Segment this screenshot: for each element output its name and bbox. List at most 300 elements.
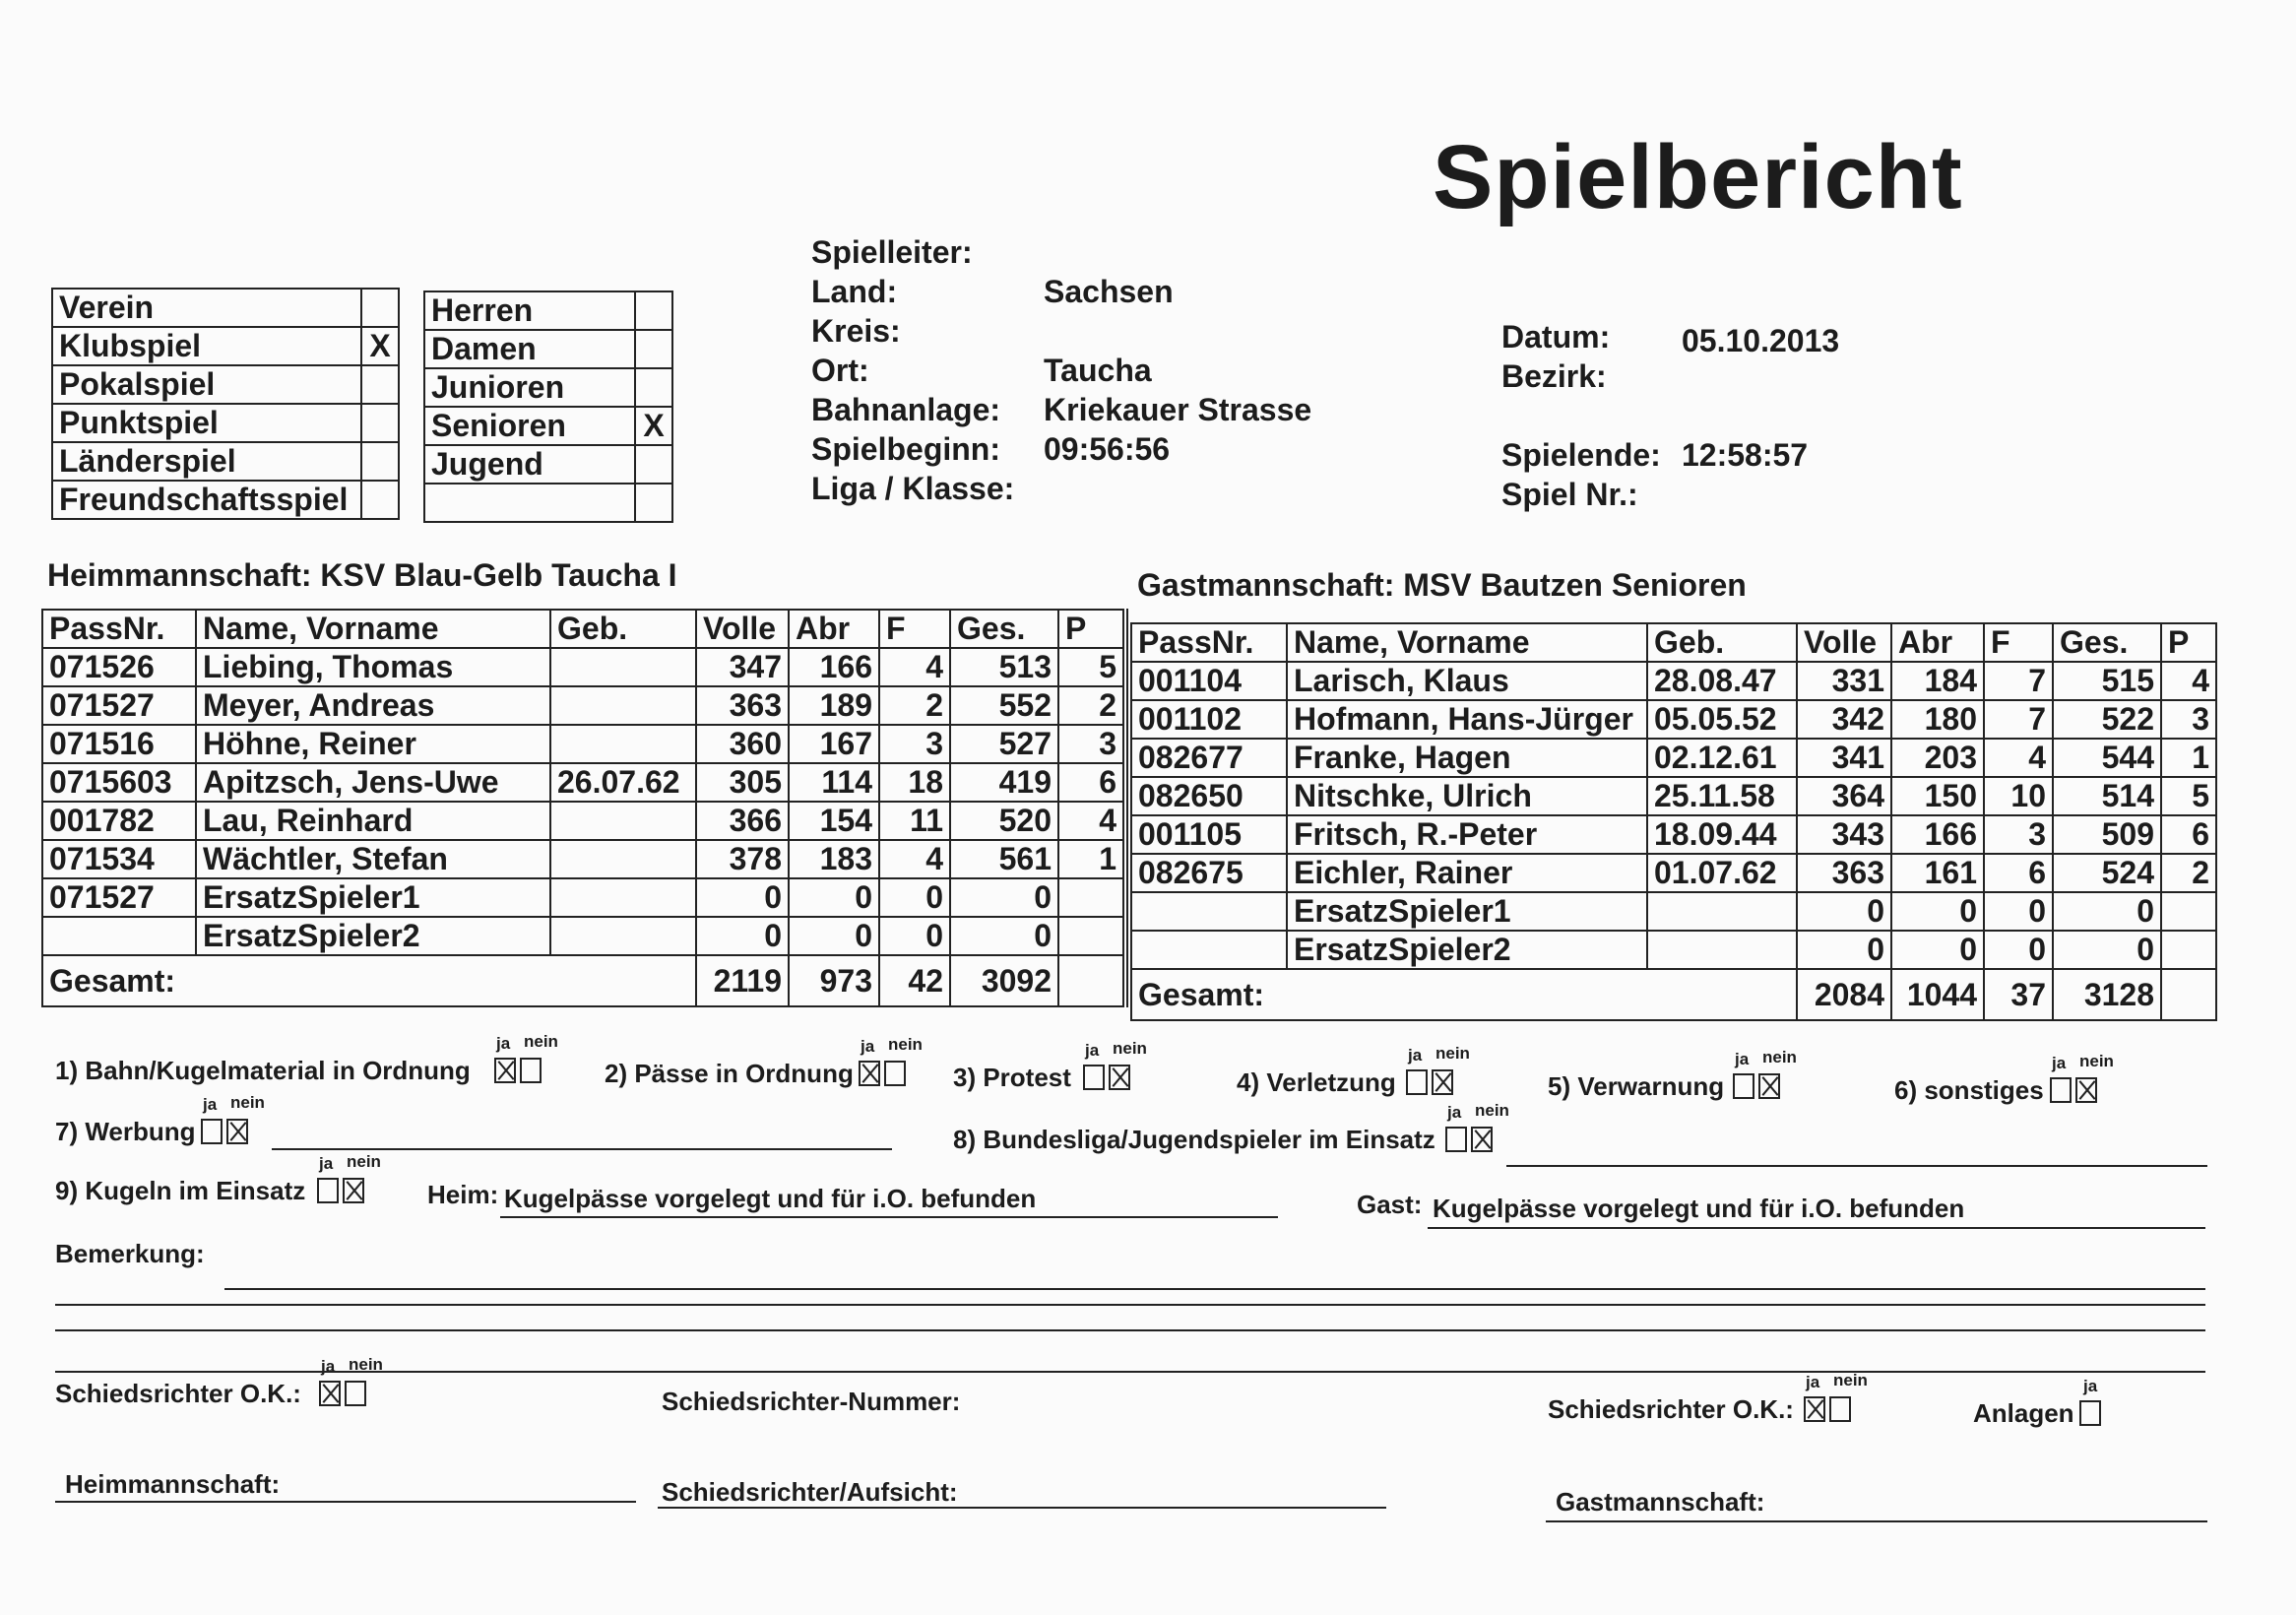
- table-cell: 347: [696, 648, 789, 686]
- game-type-label: Pokalspiel: [52, 365, 361, 404]
- table-cell: Lau, Reinhard: [196, 802, 550, 840]
- column-header: P: [1058, 610, 1125, 648]
- table-row: [42, 725, 1125, 763]
- total-cell: 2084: [1797, 969, 1891, 1020]
- q4-nein-checkbox[interactable]: [1432, 1069, 1453, 1095]
- table-cell: 166: [1891, 815, 1984, 854]
- table-cell: ErsatzSpieler1: [1287, 892, 1647, 931]
- game-type-row: [52, 327, 399, 365]
- category-row: [424, 291, 672, 330]
- spielbeginn-value: 09:56:56: [1044, 431, 1171, 467]
- q5-nein-checkbox[interactable]: [1758, 1073, 1780, 1099]
- q3-ja-label: ja: [1085, 1041, 1100, 1060]
- table-cell: 363: [1797, 854, 1891, 892]
- table-cell: 4: [1984, 739, 2053, 777]
- liga-label: Liga / Klasse:: [811, 471, 1015, 506]
- category-label: [424, 484, 635, 522]
- home-team-table: [41, 609, 1128, 1007]
- table-cell: 514: [2053, 777, 2161, 815]
- table-cell: 343: [1797, 815, 1891, 854]
- q5-nein-label: nein: [1762, 1048, 1797, 1066]
- table-header: [1131, 623, 2216, 662]
- game-type-row: [52, 404, 399, 442]
- total-row: [1131, 969, 2216, 1020]
- home-team-name: KSV Blau-Gelb Taucha I: [320, 557, 677, 593]
- guest-team-heading: Gastmannschaft: MSV Bautzen Senioren: [1137, 567, 1747, 603]
- table-cell: [550, 686, 696, 725]
- table-cell: 552: [950, 686, 1058, 725]
- q5-ja-checkbox[interactable]: [1733, 1073, 1754, 1099]
- bahnanlage-value: Kriekauer Strasse: [1044, 392, 1312, 427]
- table-cell: 561: [950, 840, 1058, 878]
- game-type-check[interactable]: [361, 289, 399, 327]
- sr-ok-home-ja-label: ja: [321, 1357, 336, 1376]
- kreis-label: Kreis:: [811, 313, 901, 349]
- column-header: Name, Vorname: [1287, 623, 1647, 662]
- q2-nein-label: nein: [888, 1035, 923, 1054]
- table-cell: 0: [2053, 931, 2161, 969]
- column-header: P: [2161, 623, 2216, 662]
- column-header: Ges.: [2053, 623, 2161, 662]
- total-label: Gesamt:: [42, 955, 696, 1006]
- table-cell: 513: [950, 648, 1058, 686]
- table-row: [1131, 662, 2216, 700]
- game-type-row: [52, 365, 399, 404]
- q6-nein-label: nein: [2079, 1052, 2114, 1070]
- table-cell: [1647, 892, 1797, 931]
- table-cell: 524: [2053, 854, 2161, 892]
- game-type-check[interactable]: [361, 404, 399, 442]
- table-cell: 150: [1891, 777, 1984, 815]
- table-cell: 001104: [1131, 662, 1287, 700]
- table-cell: 527: [950, 725, 1058, 763]
- column-header: Geb.: [550, 610, 696, 648]
- anlagen-label: Anlagen: [1973, 1398, 2074, 1428]
- table-cell: 5: [2161, 777, 2216, 815]
- table-cell: 0: [789, 878, 879, 917]
- q7-label: 7) Werbung: [55, 1117, 196, 1146]
- table-cell: 25.11.58: [1647, 777, 1797, 815]
- table-cell: 02.12.61: [1647, 739, 1797, 777]
- table-cell: 001105: [1131, 815, 1287, 854]
- total-cell: 3128: [2053, 969, 2161, 1020]
- table-cell: 3: [1058, 725, 1125, 763]
- table-cell: 18: [879, 763, 950, 802]
- table-row: [1131, 700, 2216, 739]
- game-type-table: [51, 288, 400, 520]
- land-value: Sachsen: [1044, 274, 1174, 309]
- column-header: Abr: [789, 610, 879, 648]
- table-cell: 360: [696, 725, 789, 763]
- spielende-value: 12:58:57: [1682, 437, 1809, 473]
- q7-nein-label: nein: [230, 1093, 265, 1112]
- total-cell: [1058, 955, 1125, 1006]
- table-cell: 1: [1058, 840, 1125, 878]
- q2-ja-label: ja: [861, 1037, 875, 1056]
- table-cell: Apitzsch, Jens-Uwe: [196, 763, 550, 802]
- q7-ja-label: ja: [203, 1095, 218, 1114]
- table-cell: 522: [2053, 700, 2161, 739]
- table-row: [42, 802, 1125, 840]
- table-cell: [1131, 931, 1287, 969]
- table-cell: [2161, 892, 2216, 931]
- table-cell: 071527: [42, 686, 196, 725]
- table-cell: 167: [789, 725, 879, 763]
- sr-ok-home-nein-label: nein: [349, 1355, 383, 1374]
- table-cell: 05.05.52: [1647, 700, 1797, 739]
- q7-nein-checkbox[interactable]: [226, 1119, 248, 1144]
- table-cell: 331: [1797, 662, 1891, 700]
- table-cell: 6: [1058, 763, 1125, 802]
- table-cell: [550, 648, 696, 686]
- page-title: Spielbericht: [1433, 127, 1963, 227]
- q1-label: 1) Bahn/Kugelmaterial in Ordnung: [55, 1056, 471, 1085]
- spielbeginn-label: Spielbeginn:: [811, 431, 1000, 467]
- table-cell: Wächtler, Stefan: [196, 840, 550, 878]
- table-cell: [550, 725, 696, 763]
- table-cell: 0: [1797, 931, 1891, 969]
- table-cell: 071527: [42, 878, 196, 917]
- table-cell: 082677: [1131, 739, 1287, 777]
- q4-ja-checkbox[interactable]: [1406, 1069, 1428, 1095]
- signature-referee: Schiedsrichter/Aufsicht:: [662, 1477, 958, 1507]
- table-cell: 2: [1058, 686, 1125, 725]
- category-label: Damen: [424, 330, 635, 368]
- table-cell: 3: [1984, 815, 2053, 854]
- table-cell: 0: [950, 917, 1058, 955]
- table-cell: ErsatzSpieler1: [196, 878, 550, 917]
- table-cell: 0: [1984, 892, 2053, 931]
- total-row: [42, 955, 1125, 1006]
- column-header: Ges.: [950, 610, 1058, 648]
- table-row: [42, 917, 1125, 955]
- table-cell: Liebing, Thomas: [196, 648, 550, 686]
- ort-label: Ort:: [811, 353, 869, 388]
- q3-label: 3) Protest: [953, 1063, 1071, 1092]
- q8-nein-checkbox[interactable]: [1471, 1127, 1493, 1152]
- datum-value: 05.10.2013: [1682, 323, 1840, 358]
- q8-ja-checkbox[interactable]: [1445, 1127, 1467, 1152]
- anlagen-ja-label: ja: [2083, 1377, 2098, 1395]
- category-check[interactable]: [635, 445, 672, 484]
- category-check[interactable]: [635, 291, 672, 330]
- table-row: [42, 648, 1125, 686]
- table-cell: [550, 840, 696, 878]
- table-cell: 183: [789, 840, 879, 878]
- anlagen-ja-checkbox[interactable]: [2079, 1400, 2101, 1426]
- sr-ok-home-label: Schiedsrichter O.K.:: [55, 1379, 301, 1408]
- table-cell: 0: [2053, 892, 2161, 931]
- table-row: [1131, 739, 2216, 777]
- q6-ja-label: ja: [2052, 1054, 2067, 1072]
- category-label: Herren: [424, 291, 635, 330]
- spielende-label: Spielende:: [1501, 437, 1661, 473]
- table-header: [42, 610, 1125, 648]
- category-row: [424, 407, 672, 445]
- table-cell: [550, 802, 696, 840]
- table-row: [42, 840, 1125, 878]
- q5-ja-label: ja: [1735, 1050, 1750, 1068]
- q3-ja-checkbox[interactable]: [1083, 1065, 1105, 1090]
- table-cell: 363: [696, 686, 789, 725]
- table-cell: 0715603: [42, 763, 196, 802]
- q9-nein-label: nein: [347, 1152, 381, 1171]
- gast-text: Kugelpässe vorgelegt und für i.O. befunden: [1433, 1194, 1965, 1223]
- guest-team-name: MSV Bautzen Senioren: [1403, 567, 1747, 603]
- total-cell: 3092: [950, 955, 1058, 1006]
- table-cell: 520: [950, 802, 1058, 840]
- q6-label: 6) sonstiges: [1894, 1075, 2044, 1105]
- table-cell: 166: [789, 648, 879, 686]
- table-cell: 364: [1797, 777, 1891, 815]
- category-row: [424, 445, 672, 484]
- category-label: Junioren: [424, 368, 635, 407]
- land-label: Land:: [811, 274, 898, 309]
- category-row: [424, 484, 672, 522]
- q8-ja-label: ja: [1447, 1103, 1462, 1122]
- table-cell: 10: [1984, 777, 2053, 815]
- total-cell: 42: [879, 955, 950, 1006]
- table-cell: 419: [950, 763, 1058, 802]
- q3-nein-checkbox[interactable]: [1109, 1065, 1130, 1090]
- table-cell: [1131, 892, 1287, 931]
- table-cell: [550, 917, 696, 955]
- q9-ja-checkbox[interactable]: [317, 1178, 339, 1203]
- table-cell: Franke, Hagen: [1287, 739, 1647, 777]
- table-cell: 0: [1891, 931, 1984, 969]
- table-row: [1131, 854, 2216, 892]
- q4-ja-label: ja: [1408, 1046, 1423, 1065]
- spielnr-label: Spiel Nr.:: [1501, 477, 1638, 512]
- sr-ok-guest-nein-checkbox[interactable]: [1829, 1396, 1851, 1422]
- table-cell: ErsatzSpieler2: [1287, 931, 1647, 969]
- table-cell: 154: [789, 802, 879, 840]
- q6-ja-checkbox[interactable]: [2050, 1077, 2072, 1103]
- game-type-label: Länderspiel: [52, 442, 361, 481]
- table-cell: 0: [1891, 892, 1984, 931]
- table-cell: 071526: [42, 648, 196, 686]
- q6-nein-checkbox[interactable]: [2075, 1077, 2097, 1103]
- spielleiter-label: Spielleiter:: [811, 234, 973, 270]
- table-cell: 2: [879, 686, 950, 725]
- ort-value: Taucha: [1044, 353, 1152, 388]
- game-type-label: Verein: [52, 289, 361, 327]
- table-cell: 082650: [1131, 777, 1287, 815]
- table-cell: Hofmann, Hans-Jürger: [1287, 700, 1647, 739]
- total-cell: [2161, 969, 2216, 1020]
- table-cell: 0: [1797, 892, 1891, 931]
- datum-label: Datum:: [1501, 319, 1611, 355]
- table-cell: 366: [696, 802, 789, 840]
- table-cell: [1647, 931, 1797, 969]
- game-type-check[interactable]: X: [361, 327, 399, 365]
- table-row: [1131, 931, 2216, 969]
- table-cell: [1058, 878, 1125, 917]
- table-cell: 0: [879, 917, 950, 955]
- table-row: [42, 686, 1125, 725]
- table-row: [1131, 777, 2216, 815]
- bahnanlage-label: Bahnanlage:: [811, 392, 1001, 427]
- game-type-label: Freundschaftsspiel: [52, 481, 361, 519]
- table-cell: 114: [789, 763, 879, 802]
- table-cell: 203: [1891, 739, 1984, 777]
- column-header: F: [879, 610, 950, 648]
- table-cell: 0: [1984, 931, 2053, 969]
- table-cell: 26.07.62: [550, 763, 696, 802]
- column-header: Abr: [1891, 623, 1984, 662]
- q5-label: 5) Verwarnung: [1548, 1071, 1725, 1101]
- table-cell: 071516: [42, 725, 196, 763]
- table-cell: 4: [1058, 802, 1125, 840]
- table-cell: 184: [1891, 662, 1984, 700]
- category-label: Jugend: [424, 445, 635, 484]
- table-cell: 0: [696, 878, 789, 917]
- table-cell: 515: [2053, 662, 2161, 700]
- q1-ja-checkbox[interactable]: [494, 1058, 516, 1083]
- table-row: [1131, 892, 2216, 931]
- category-check[interactable]: X: [635, 407, 672, 445]
- category-row: [424, 330, 672, 368]
- bemerkung-label: Bemerkung:: [55, 1239, 205, 1268]
- table-cell: 341: [1797, 739, 1891, 777]
- table-cell: Meyer, Andreas: [196, 686, 550, 725]
- table-cell: [42, 917, 196, 955]
- q9-ja-label: ja: [319, 1154, 334, 1173]
- column-header: PassNr.: [42, 610, 196, 648]
- table-cell: 3: [2161, 700, 2216, 739]
- category-check[interactable]: [635, 368, 672, 407]
- table-cell: 082675: [1131, 854, 1287, 892]
- sr-ok-guest-label: Schiedsrichter O.K.:: [1548, 1394, 1794, 1424]
- table-cell: 4: [879, 840, 950, 878]
- table-cell: 180: [1891, 700, 1984, 739]
- table-row: [42, 878, 1125, 917]
- sr-ok-guest-ja-label: ja: [1806, 1373, 1820, 1391]
- q2-ja-checkbox[interactable]: [859, 1061, 880, 1086]
- table-cell: 378: [696, 840, 789, 878]
- heim-label: Heim:: [427, 1180, 499, 1209]
- table-cell: 01.07.62: [1647, 854, 1797, 892]
- table-cell: 6: [2161, 815, 2216, 854]
- game-type-row: [52, 481, 399, 519]
- category-label: Senioren: [424, 407, 635, 445]
- q7-ja-checkbox[interactable]: [201, 1119, 223, 1144]
- table-cell: 0: [879, 878, 950, 917]
- game-type-row: [52, 442, 399, 481]
- table-cell: [550, 878, 696, 917]
- game-type-check[interactable]: [361, 481, 399, 519]
- table-row: [1131, 815, 2216, 854]
- table-cell: 0: [696, 917, 789, 955]
- q8-label: 8) Bundesliga/Jugendspieler im Einsatz: [953, 1125, 1435, 1154]
- total-label: Gesamt:: [1131, 969, 1797, 1020]
- column-header: Volle: [696, 610, 789, 648]
- table-cell: 001782: [42, 802, 196, 840]
- q2-nein-checkbox[interactable]: [884, 1061, 906, 1086]
- table-cell: 4: [2161, 662, 2216, 700]
- table-cell: 7: [1984, 700, 2053, 739]
- table-cell: 5: [1058, 648, 1125, 686]
- table-cell: 28.08.47: [1647, 662, 1797, 700]
- game-type-check[interactable]: [361, 365, 399, 404]
- table-cell: 071534: [42, 840, 196, 878]
- column-header: PassNr.: [1131, 623, 1287, 662]
- sr-nummer-label: Schiedsrichter-Nummer:: [662, 1387, 961, 1416]
- heim-text: Kugelpässe vorgelegt und für i.O. befunden: [504, 1184, 1037, 1213]
- q9-nein-checkbox[interactable]: [343, 1178, 364, 1203]
- sr-ok-home-ja-checkbox[interactable]: [319, 1381, 341, 1406]
- total-cell: 1044: [1891, 969, 1984, 1020]
- table-cell: [1058, 917, 1125, 955]
- q8-nein-label: nein: [1475, 1101, 1509, 1120]
- q1-ja-label: ja: [496, 1034, 511, 1053]
- table-cell: 544: [2053, 739, 2161, 777]
- table-cell: 6: [1984, 854, 2053, 892]
- game-type-check[interactable]: [361, 442, 399, 481]
- table-cell: 7: [1984, 662, 2053, 700]
- q4-nein-label: nein: [1435, 1044, 1470, 1063]
- table-cell: 189: [789, 686, 879, 725]
- table-cell: Fritsch, R.-Peter: [1287, 815, 1647, 854]
- table-cell: [2161, 931, 2216, 969]
- total-cell: 2119: [696, 955, 789, 1006]
- signature-home: Heimmannschaft:: [65, 1469, 281, 1499]
- home-team-heading: Heimmannschaft: KSV Blau-Gelb Taucha I: [47, 557, 677, 593]
- table-cell: 4: [879, 648, 950, 686]
- table-cell: 18.09.44: [1647, 815, 1797, 854]
- table-cell: 0: [789, 917, 879, 955]
- column-header: Volle: [1797, 623, 1891, 662]
- total-cell: 973: [789, 955, 879, 1006]
- column-header: Geb.: [1647, 623, 1797, 662]
- table-cell: 342: [1797, 700, 1891, 739]
- q4-label: 4) Verletzung: [1237, 1067, 1396, 1097]
- category-check[interactable]: [635, 484, 672, 522]
- q1-nein-label: nein: [524, 1032, 558, 1051]
- table-cell: ErsatzSpieler2: [196, 917, 550, 955]
- table-cell: Eichler, Rainer: [1287, 854, 1647, 892]
- game-type-label: Punktspiel: [52, 404, 361, 442]
- column-header: F: [1984, 623, 2053, 662]
- sr-ok-guest-nein-label: nein: [1833, 1371, 1868, 1389]
- table-cell: Larisch, Klaus: [1287, 662, 1647, 700]
- table-cell: Höhne, Reiner: [196, 725, 550, 763]
- table-row: [42, 763, 1125, 802]
- q1-nein-checkbox[interactable]: [520, 1058, 542, 1083]
- table-cell: 001102: [1131, 700, 1287, 739]
- q3-nein-label: nein: [1113, 1039, 1147, 1058]
- signature-guest: Gastmannschaft:: [1556, 1487, 1765, 1517]
- guest-team-table: [1130, 622, 2217, 1021]
- q2-label: 2) Pässe in Ordnung: [605, 1059, 854, 1088]
- total-cell: 37: [1984, 969, 2053, 1020]
- table-cell: 11: [879, 802, 950, 840]
- category-check[interactable]: [635, 330, 672, 368]
- game-type-label: Klubspiel: [52, 327, 361, 365]
- table-cell: 509: [2053, 815, 2161, 854]
- table-cell: 305: [696, 763, 789, 802]
- sr-ok-home-nein-checkbox[interactable]: [345, 1381, 366, 1406]
- table-cell: Nitschke, Ulrich: [1287, 777, 1647, 815]
- table-cell: 2: [2161, 854, 2216, 892]
- bezirk-label: Bezirk:: [1501, 358, 1607, 394]
- category-table: [423, 291, 673, 523]
- table-cell: 1: [2161, 739, 2216, 777]
- table-cell: 161: [1891, 854, 1984, 892]
- table-cell: 3: [879, 725, 950, 763]
- sr-ok-guest-ja-checkbox[interactable]: [1804, 1396, 1825, 1422]
- q9-label: 9) Kugeln im Einsatz: [55, 1176, 306, 1205]
